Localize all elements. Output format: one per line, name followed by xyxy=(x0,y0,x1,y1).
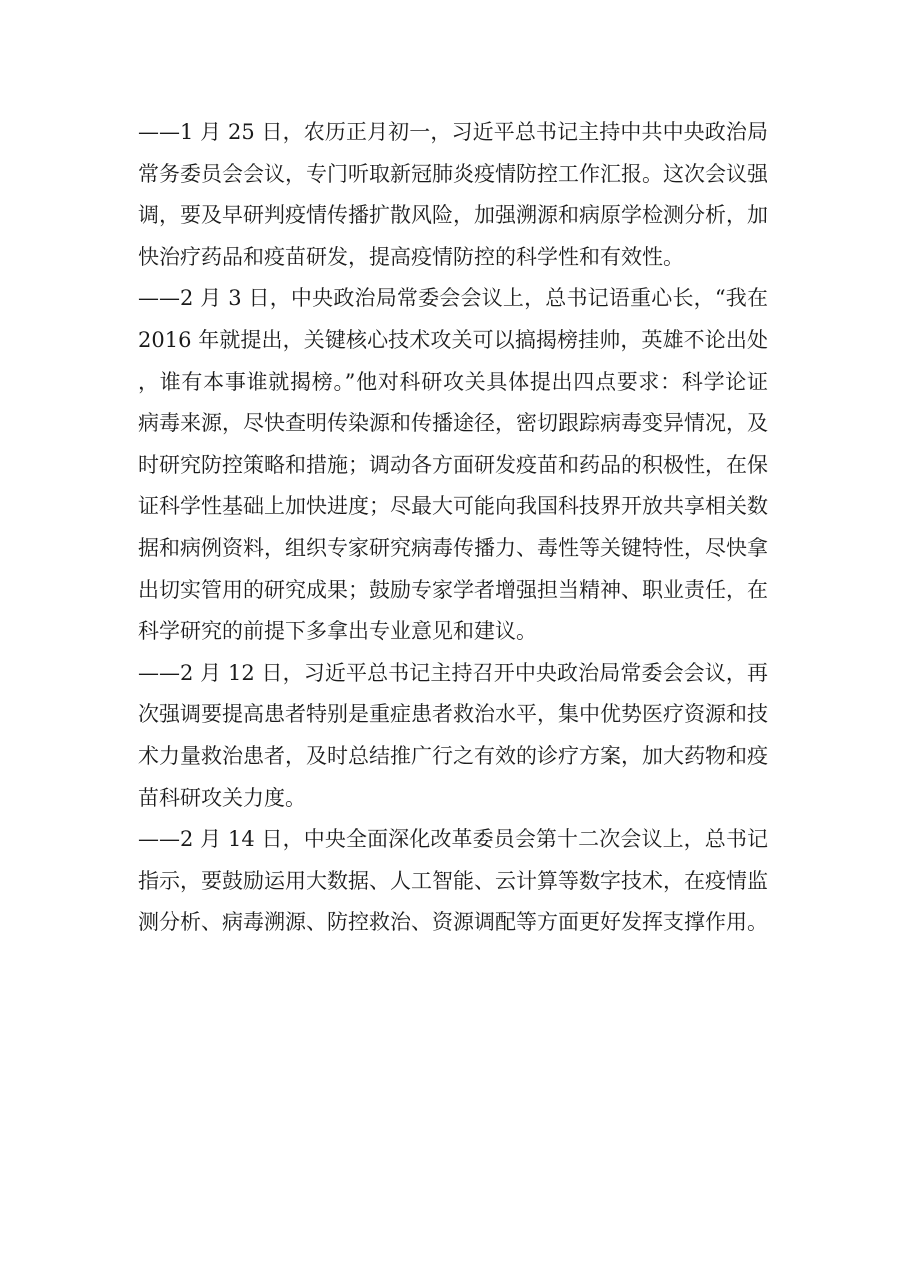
paragraph-feb-3: ——2 月 3 日，中央政治局常委会会议上，总书记语重心长，“我在 2016 年就提出，关键核心技术攻关可以搞揭榜挂帅，英雄不论出处，谁有本事谁就揭榜。”他对科研攻关具体提出四点要求：科学论证病毒来源，尽快查明传染源和传播途径，密切跟踪病毒变异情况，及时研究防控策略和措施；调动各方面研发疫苗和药品的积极性，在保证科学性基础上加快进度；尽最大可能向我国科技界开放共享相关数据和病例资料，组织专家研究病毒传播力、毒性等关键特性，尽快拿出切实管用的研究成果；鼓励专家学者增强担当精神、职业责任，在科学研究的前提下多拿出专业意见和建议。 xyxy=(138,286,768,644)
paragraph-jan-25: ——1 月 25 日，农历正月初一，习近平总书记主持中共中央政治局常务委员会会议，专门听取新冠肺炎疫情防控工作汇报。这次会议强调，要及早研判疫情传播扩散风险，加强溯源和病原学检测分析，加快治疗药品和疫苗研发，提高疫情防控的科学性和有效性。 xyxy=(138,120,768,269)
paragraph-feb-14: ——2 月 14 日，中央全面深化改革委员会第十二次会议上，总书记指示，要鼓励运用大数据、人工智能、云计算等数字技术，在疫情监测分析、病毒溯源、防控救治、资源调配等方面更好发挥支撑作用。 xyxy=(138,827,768,935)
document-body xyxy=(138,112,768,944)
paragraph-feb-12: ——2 月 12 日，习近平总书记主持召开中央政治局常委会会议，再次强调要提高患者特别是重症患者救治水平，集中优势医疗资源和技术力量救治患者，及时总结推广行之有效的诊疗方案，加大药物和疫苗科研攻关力度。 xyxy=(138,660,768,810)
